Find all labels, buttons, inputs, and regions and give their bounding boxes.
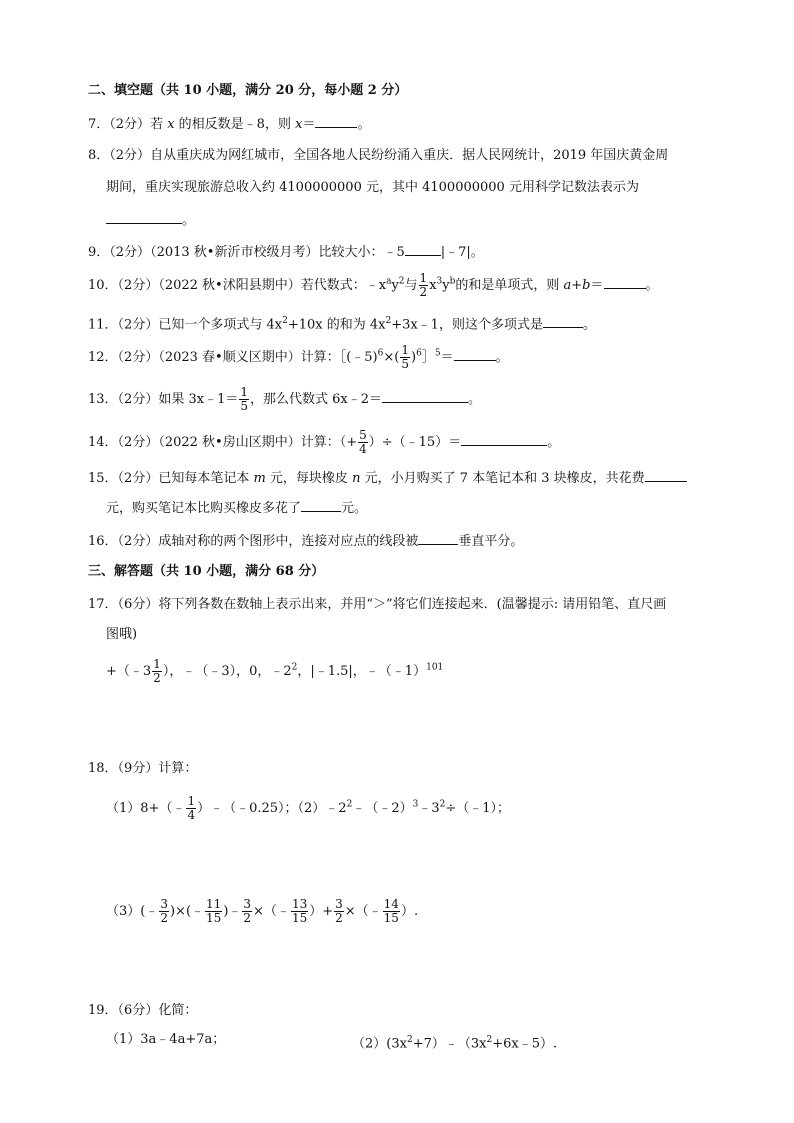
q8-answer-blank[interactable] bbox=[106, 211, 182, 224]
q18-p1-a: （1）8+（﹣ bbox=[106, 801, 186, 816]
q14-text-b: ）÷（﹣15）＝ bbox=[368, 435, 462, 450]
q11-text-b: +10x 的和为 4x bbox=[287, 317, 386, 333]
q7-var-x: x bbox=[167, 117, 175, 132]
q13-text-c: 。 bbox=[468, 392, 482, 407]
q18-p3-fraction-4 bbox=[291, 898, 308, 925]
q17-number: 17． bbox=[88, 597, 118, 612]
q8-end: 。 bbox=[182, 213, 196, 228]
q10-number: 10． bbox=[88, 278, 118, 293]
q18-p1-fraction-numerator: 1 bbox=[187, 794, 196, 808]
q12-source: （2023 春•顺义区期中） bbox=[158, 350, 301, 365]
q18-number: 18． bbox=[88, 761, 118, 776]
q12-fraction-numerator: 1 bbox=[401, 343, 409, 357]
q17-line-2: 图哦) bbox=[106, 627, 138, 642]
q18-p3-fraction-3 bbox=[242, 898, 252, 925]
q10-fraction bbox=[419, 272, 429, 299]
q10-fraction-numerator: 1 bbox=[419, 271, 428, 285]
q19-p2-c: +6x﹣5）. bbox=[492, 1036, 558, 1052]
q13-fraction-denominator: 5 bbox=[240, 399, 248, 413]
q12-text-f: 。 bbox=[495, 350, 509, 365]
q9-number: 9． bbox=[88, 245, 110, 260]
q9-text-a: 比较大小：﹣5 bbox=[318, 245, 405, 260]
q18-p3-g: ）. bbox=[400, 904, 419, 919]
q10-text-c: x bbox=[429, 278, 437, 293]
q8-score: （2分） bbox=[109, 148, 151, 163]
q10-text-d: y bbox=[442, 278, 450, 293]
q18-p1-b: ）﹣（﹣0.25）； bbox=[197, 801, 298, 816]
q17-expr-b: ），﹣（﹣3），0，﹣2 bbox=[162, 664, 292, 679]
q11-sup-2: 2 bbox=[385, 316, 392, 326]
question-17-line-1 bbox=[88, 596, 666, 614]
question-15-line-2 bbox=[106, 499, 367, 518]
q17-fraction-denominator: 2 bbox=[153, 671, 161, 685]
question-13 bbox=[88, 386, 481, 413]
q10-text-g: ＝ bbox=[590, 278, 604, 293]
q10-sup-2: 2 bbox=[398, 276, 405, 287]
q19-p2-sup-2: 2 bbox=[486, 1035, 493, 1045]
q13-text-a: 如果 3x﹣1＝ bbox=[158, 392, 239, 407]
q18-p1-fraction-denominator: 4 bbox=[187, 808, 196, 822]
q11-text-a: 已知一个多项式与 4x bbox=[158, 317, 283, 333]
q16-text-a: 成轴对称的两个图形中，连接对应点的线段被 bbox=[158, 534, 419, 549]
q14-answer-blank[interactable] bbox=[461, 433, 547, 446]
q14-score: （2分） bbox=[117, 435, 159, 450]
q14-fraction-denominator: 4 bbox=[359, 442, 367, 456]
question-10 bbox=[88, 272, 659, 299]
q10-sup-a: a bbox=[386, 276, 392, 287]
q18-p3-f5-denominator: 2 bbox=[335, 911, 343, 925]
q11-text-c: +3x﹣1，则这个多项式是 bbox=[391, 317, 543, 333]
q14-text-a: 计算：（+ bbox=[300, 435, 358, 450]
q14-text-c: 。 bbox=[547, 435, 561, 450]
q12-fraction-denominator: 5 bbox=[401, 357, 409, 371]
q19-title: 化简： bbox=[158, 1003, 198, 1018]
q8-number: 8． bbox=[88, 148, 110, 163]
q11-answer-blank[interactable] bbox=[543, 315, 583, 328]
q13-score: （2分） bbox=[117, 392, 159, 407]
q17-score: （6分） bbox=[117, 597, 159, 612]
q15-text-c: 元，小月购买了 7 本笔记本和 3 块橡皮，共花费 bbox=[360, 471, 645, 486]
q18-p3-f5-numerator: 3 bbox=[335, 897, 343, 911]
q15-var-m: m bbox=[253, 471, 266, 486]
q19-part-1: （1）3a﹣4a+7a； bbox=[106, 1032, 226, 1047]
q18-score: （9分） bbox=[117, 761, 159, 776]
q19-part-2 bbox=[352, 1031, 557, 1053]
q19-score: （6分） bbox=[117, 1003, 159, 1018]
q18-p3-f2-denominator: 15 bbox=[206, 911, 222, 925]
q12-score: （2分） bbox=[117, 350, 159, 365]
question-14 bbox=[88, 429, 560, 456]
q18-p2-a: （2）﹣2 bbox=[297, 801, 347, 816]
q16-number: 16． bbox=[88, 534, 118, 549]
q17-sup-2: 2 bbox=[291, 662, 298, 673]
q18-p3-f4-numerator: 13 bbox=[291, 897, 308, 911]
q18-p3-f3-numerator: 3 bbox=[243, 897, 252, 911]
q18-p3-f3-denominator: 2 bbox=[243, 911, 252, 925]
q16-text-b: 垂直平分。 bbox=[458, 534, 524, 549]
q12-text-a: 计算：［(﹣5) bbox=[300, 350, 378, 365]
q18-p3-f: ×（﹣ bbox=[344, 904, 382, 919]
q18-p2-sup-3: 2 bbox=[439, 799, 446, 810]
q10-text-y: y bbox=[391, 278, 399, 293]
q18-p2-sup-1: 2 bbox=[346, 799, 353, 810]
q13-fraction bbox=[239, 386, 249, 413]
q16-answer-blank[interactable] bbox=[418, 532, 458, 545]
q11-score: （2分） bbox=[117, 317, 159, 333]
q10-text-a: 若代数式：﹣x bbox=[300, 278, 387, 293]
q15-answer-blank-2[interactable] bbox=[301, 499, 341, 512]
q12-sup-6b: 6 bbox=[416, 348, 422, 359]
q18-p3-f6-denominator: 15 bbox=[383, 911, 399, 925]
q15-var-n: n bbox=[352, 471, 361, 486]
q14-fraction-numerator: 5 bbox=[359, 428, 367, 442]
q19-p2-a: （2）(3x bbox=[352, 1036, 407, 1052]
q7-var-x2: x bbox=[295, 117, 303, 132]
q10-text-b: 与 bbox=[404, 278, 418, 293]
q8-line-1: 自从重庆成为网红城市，全国各地人民纷纷涌入重庆．据人民网统计，2019 年国庆黄金周 bbox=[150, 148, 669, 163]
q14-fraction bbox=[358, 429, 368, 456]
q12-text-c: ) bbox=[410, 350, 417, 365]
q9-score: （2分） bbox=[109, 245, 151, 260]
question-18-title bbox=[88, 760, 197, 778]
q17-number-list bbox=[106, 658, 443, 685]
q17-fraction bbox=[152, 658, 162, 685]
q10-fraction-denominator: 2 bbox=[419, 285, 428, 299]
q19-p2-b: +7）﹣（3x bbox=[412, 1036, 487, 1052]
q18-p2-sup-2: 3 bbox=[412, 799, 419, 810]
question-7 bbox=[88, 115, 370, 134]
q18-p3-f1-denominator: 2 bbox=[160, 911, 168, 925]
q16-score: （2分） bbox=[117, 534, 159, 549]
q18-part-3 bbox=[106, 898, 418, 925]
q9-source: （2013 秋•新沂市校级月考） bbox=[150, 245, 319, 260]
q18-p3-b: )×(﹣ bbox=[169, 904, 205, 919]
q18-p3-fraction-1 bbox=[159, 898, 169, 925]
q10-sup-b: b bbox=[449, 276, 456, 287]
q18-p3-fraction-5 bbox=[334, 898, 344, 925]
q15-text-b: 元，每块橡皮 bbox=[265, 471, 353, 486]
q18-parts-1-2 bbox=[106, 795, 510, 822]
q18-p3-c: )﹣ bbox=[223, 904, 242, 919]
q12-text-d: ］ bbox=[421, 350, 435, 365]
q18-p3-f1-numerator: 3 bbox=[160, 897, 168, 911]
section-3-title: 三、解答题（共 10 小题，满分 68 分） bbox=[88, 564, 325, 579]
q18-p3-e: ）+ bbox=[309, 904, 334, 919]
q7-text-d: 。 bbox=[357, 117, 371, 132]
question-19-title bbox=[88, 1002, 197, 1020]
q13-text-b: ，那么代数式 6x﹣2＝ bbox=[249, 392, 382, 407]
q12-text-e: ＝ bbox=[440, 350, 454, 365]
question-8-line-1 bbox=[88, 147, 668, 165]
q17-sup-101: 101 bbox=[426, 662, 444, 673]
question-15-line-1 bbox=[88, 469, 687, 488]
q19-number: 19． bbox=[88, 1003, 118, 1018]
q17-expr-a: +（﹣3 bbox=[106, 664, 152, 679]
q7-text-a: 若 bbox=[150, 117, 168, 132]
q18-p3-f2-numerator: 11 bbox=[206, 897, 222, 911]
q13-number: 13． bbox=[88, 392, 118, 407]
q9-answer-blank[interactable] bbox=[405, 243, 441, 256]
q7-answer-blank[interactable] bbox=[315, 115, 357, 128]
q12-number: 12． bbox=[88, 350, 118, 365]
q12-answer-blank[interactable] bbox=[454, 348, 496, 361]
q12-sup-6a: 6 bbox=[377, 348, 384, 359]
q18-p2-c: ﹣3 bbox=[418, 801, 440, 816]
q17-expr-c: ，|﹣1.5|，﹣（﹣1） bbox=[297, 664, 427, 679]
q15-line2-a: 元，购买笔记本比购买橡皮多花了 bbox=[106, 501, 302, 516]
q18-p3-fraction-2 bbox=[205, 898, 222, 925]
q18-p3-f4-denominator: 15 bbox=[291, 911, 308, 925]
q10-text-e: 的和是单项式，则 bbox=[455, 278, 564, 293]
q7-text-b: 的相反数是﹣8，则 bbox=[174, 117, 296, 132]
q19-p2-sup-1: 2 bbox=[406, 1035, 413, 1045]
q17-fraction-numerator: 1 bbox=[153, 657, 161, 671]
q7-score: （2分） bbox=[109, 117, 151, 132]
q11-sup-1: 2 bbox=[282, 316, 288, 326]
q18-p3-fraction-6 bbox=[383, 898, 400, 925]
q10-source: （2022 秋•沭阳县期中） bbox=[158, 278, 301, 293]
q15-text-a: 已知每本笔记本 bbox=[158, 471, 254, 486]
question-9 bbox=[88, 243, 484, 262]
q7-number: 7． bbox=[88, 117, 110, 132]
q11-text-d: 。 bbox=[582, 317, 596, 333]
q12-text-b: ×( bbox=[383, 350, 400, 365]
q15-number: 15． bbox=[88, 471, 118, 486]
q18-p1-fraction bbox=[186, 795, 196, 822]
q10-answer-blank[interactable] bbox=[604, 276, 646, 289]
q15-score: （2分） bbox=[117, 471, 159, 486]
q17-line-1: 将下列各数在数轴上表示出来，并用“＞”将它们连接起来．(温馨提示: 请用铅笔、直尺画 bbox=[158, 597, 667, 612]
q10-text-h: 。 bbox=[645, 278, 659, 293]
q10-text-f: a+b bbox=[563, 278, 591, 293]
question-8-line-3 bbox=[106, 211, 195, 230]
q18-p2-b: ﹣（﹣2） bbox=[352, 801, 413, 816]
q8-line-2: 期间，重庆实现旅游总收入约 4100000000 元，其中 4100000000 元用科学记数法表示为 bbox=[106, 180, 639, 195]
q7-text-c: ＝ bbox=[302, 117, 316, 132]
q14-source: （2022 秋•房山区期中） bbox=[158, 435, 301, 450]
question-16 bbox=[88, 532, 523, 551]
q10-sup-3: 3 bbox=[436, 276, 443, 287]
q18-p3-d: ×（﹣ bbox=[253, 904, 290, 919]
section-2-title: 二、填空题（共 10 小题，满分 20 分，每小题 2 分） bbox=[88, 83, 408, 98]
q10-score: （2分） bbox=[117, 278, 159, 293]
q12-sup-5: 5 bbox=[434, 348, 441, 359]
q9-text-b: |﹣7|。 bbox=[440, 245, 484, 260]
q18-p3-a: （3）(﹣ bbox=[106, 904, 159, 919]
question-12 bbox=[88, 344, 509, 371]
q14-number: 14． bbox=[88, 435, 118, 450]
q18-p2-d: ÷（﹣1）； bbox=[445, 801, 511, 816]
q15-answer-blank-1[interactable] bbox=[645, 469, 687, 482]
q18-p3-f6-numerator: 14 bbox=[383, 897, 399, 911]
q11-number: 11． bbox=[88, 317, 118, 333]
q18-title: 计算： bbox=[158, 761, 198, 776]
q13-answer-blank[interactable] bbox=[382, 390, 468, 403]
question-11 bbox=[88, 312, 596, 334]
q13-fraction-numerator: 1 bbox=[240, 385, 248, 399]
q15-line2-b: 元。 bbox=[341, 501, 368, 516]
q12-fraction bbox=[400, 344, 410, 371]
